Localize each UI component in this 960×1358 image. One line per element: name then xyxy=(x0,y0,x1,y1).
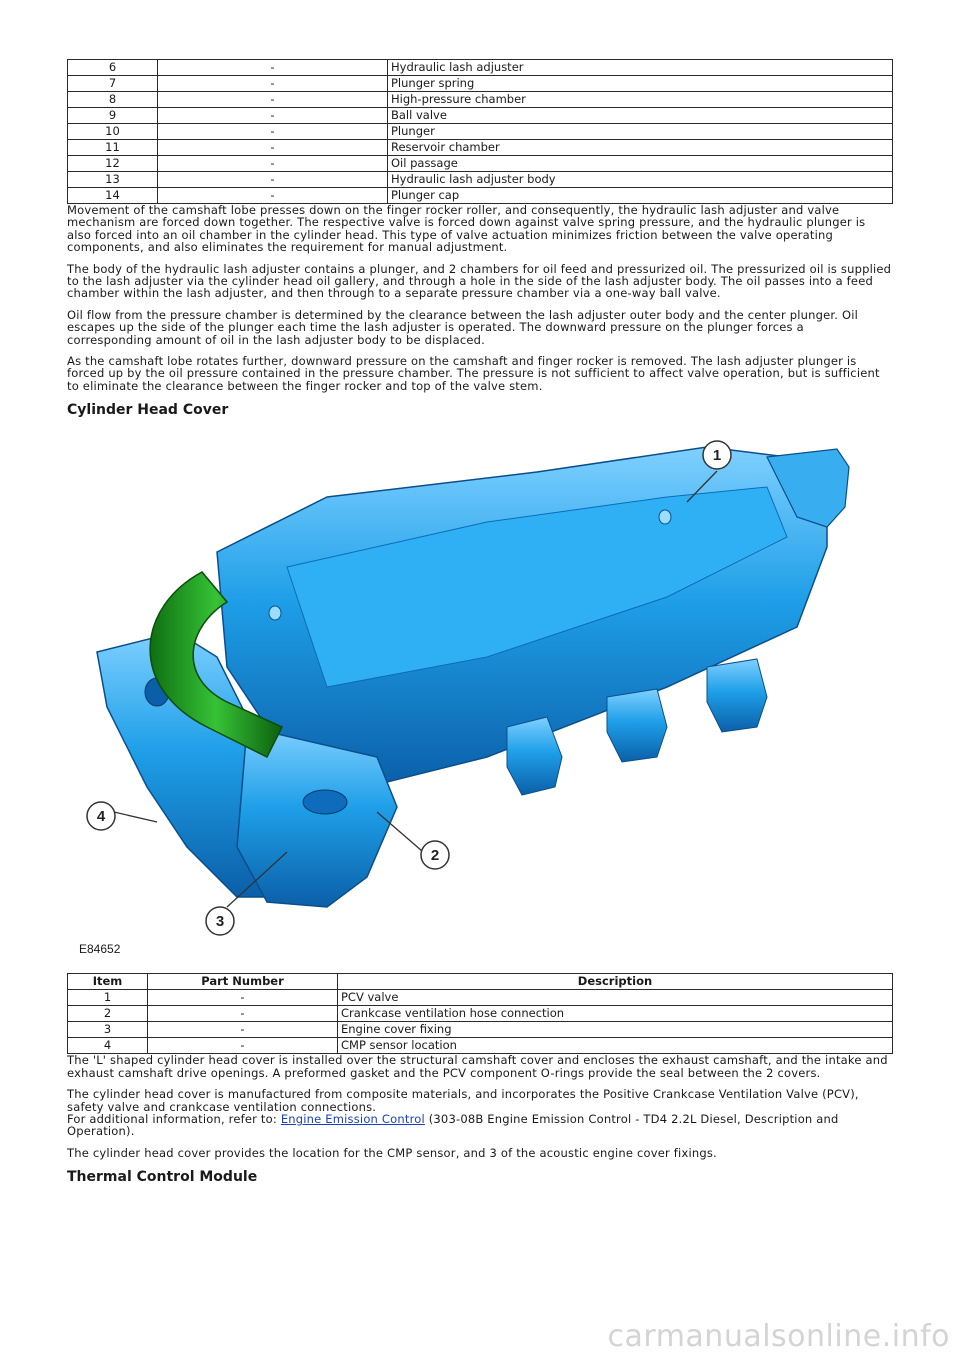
desc-cell: Engine cover fixing xyxy=(338,1022,893,1038)
body-paragraph: Movement of the camshaft lobe presses down on the finger rocker roller, and consequently, the hydraulic lash adjuster and valve mechanism are forced down together. The respective valve is forced down against valve spring pressure, and the hydraulic plunger is also forced into an oil chamber in the cylinder head. This type of valve actuation minimizes friction between the valve operating components, and also eliminates the requirement for manual adjustment. xyxy=(67,203,866,255)
table-row xyxy=(68,1038,893,1054)
cover-leg xyxy=(707,659,767,732)
desc-cell: High-pressure chamber xyxy=(388,92,893,108)
callout-label-4: 4 xyxy=(96,808,106,826)
table-row xyxy=(68,140,893,156)
header-description: Description xyxy=(338,974,893,990)
cylinder-head-cover-figure xyxy=(67,427,892,967)
part-cell: - xyxy=(158,140,388,156)
item-cell: 6 xyxy=(68,60,158,76)
part-cell: - xyxy=(148,1038,338,1054)
table-row xyxy=(68,108,893,124)
part-cell: - xyxy=(158,92,388,108)
body-paragraph: Oil flow from the pressure chamber is determined by the clearance between the lash adjuster outer body and the center plunger. Oil escapes up the side of the plunger each time the lash adjuster is operated. The downward pressure on the plunger forces a corresponding amount of oil in the lash adjuster body to be displaced. xyxy=(67,307,859,347)
table-row xyxy=(68,156,893,172)
item-cell: 9 xyxy=(68,108,158,124)
part-cell: - xyxy=(158,60,388,76)
table-row xyxy=(68,990,893,1006)
desc-cell: Plunger cap xyxy=(388,188,893,204)
header-item: Item xyxy=(68,974,148,990)
part-cell: - xyxy=(158,172,388,188)
part-cell: - xyxy=(148,990,338,1006)
item-cell: 3 xyxy=(68,1022,148,1038)
part-cell: - xyxy=(158,124,388,140)
part-cell: - xyxy=(158,76,388,92)
document-page xyxy=(67,59,892,1186)
reference-prefix: For additional information, refer to: xyxy=(67,1111,281,1126)
desc-cell: Crankcase ventilation hose connection xyxy=(338,1006,893,1022)
cover-parts-table xyxy=(67,973,893,1054)
part-cell: - xyxy=(158,156,388,172)
item-cell: 7 xyxy=(68,76,158,92)
cylinder-head-cover-illustration xyxy=(67,427,892,967)
body-paragraph: The body of the hydraulic lash adjuster contains a plunger, and 2 chambers for oil feed and pressurized oil. The pressurized oil is supplied to the lash adjuster via the cylinder head oil gallery, and through a hole in the side of the lash adjuster body. The oil passes into a feed chamber within the lash adjuster, and then through to a separate pressure chamber via a one-way ball valve. xyxy=(67,261,892,301)
part-cell: - xyxy=(158,188,388,204)
body-paragraph: As the camshaft lobe rotates further, downward pressure on the camshaft and finger rocker is removed. The lash adjuster plunger is forced up by the oil pressure contained in the pressure chamber. The pressure is not sufficient to affect valve operation, but is sufficient to eliminate the clearance between the finger rocker and top of the valve stem. xyxy=(67,354,880,393)
desc-cell: Plunger xyxy=(388,124,893,140)
item-cell: 11 xyxy=(68,140,158,156)
table-row xyxy=(68,76,893,92)
part-cell: - xyxy=(148,1022,338,1038)
item-cell: 10 xyxy=(68,124,158,140)
callout-label-3: 3 xyxy=(215,913,225,931)
part-cell: - xyxy=(148,1006,338,1022)
table-header-row xyxy=(68,974,893,990)
desc-cell: Reservoir chamber xyxy=(388,140,893,156)
callout-2 xyxy=(377,812,449,869)
part-cell: - xyxy=(158,108,388,124)
paragraph-text: The cylinder head cover is manufactured from composite materials, and incorporates the Positive Crankcase Ventilation Valve (PCV), safety valve and crankcase ventilation connections. xyxy=(67,1087,859,1114)
table-row xyxy=(68,1022,893,1038)
engine-emission-control-link[interactable]: Engine Emission Control xyxy=(280,1111,425,1126)
desc-cell: PCV valve xyxy=(338,990,893,1006)
desc-cell: Ball valve xyxy=(388,108,893,124)
item-cell: 2 xyxy=(68,1006,148,1022)
reference-suffix: (303-08B Engine Emission Control - TD4 2.2L Diesel, Description and Operation). xyxy=(67,1111,839,1139)
item-cell: 13 xyxy=(68,172,158,188)
table-row xyxy=(68,92,893,108)
table-row xyxy=(68,172,893,188)
callout-label-1: 1 xyxy=(712,447,722,465)
table-row xyxy=(68,124,893,140)
table-row xyxy=(68,1006,893,1022)
site-watermark: carmanualsonline.info xyxy=(607,1319,950,1354)
item-cell: 8 xyxy=(68,92,158,108)
item-cell: 14 xyxy=(68,188,158,204)
table-row xyxy=(68,60,893,76)
desc-cell: Hydraulic lash adjuster body xyxy=(388,172,893,188)
item-cell: 12 xyxy=(68,156,158,172)
table-row xyxy=(68,188,893,204)
body-paragraph: The cylinder head cover provides the location for the CMP sensor, and 3 of the acoustic engine cover fixings. xyxy=(67,1145,717,1160)
cover-leg xyxy=(607,689,667,762)
desc-cell: CMP sensor location xyxy=(338,1038,893,1054)
lash-adjuster-parts-table xyxy=(67,59,893,204)
desc-cell: Oil passage xyxy=(388,156,893,172)
section-heading-cylinder-head-cover: Cylinder Head Cover xyxy=(67,402,229,419)
header-part-number: Part Number xyxy=(148,974,338,990)
body-paragraph xyxy=(67,1088,892,1138)
callout-4 xyxy=(87,802,157,830)
item-cell: 4 xyxy=(68,1038,148,1054)
desc-cell: Plunger spring xyxy=(388,76,893,92)
figure-code: E84652 xyxy=(79,942,121,957)
callout-label-2: 2 xyxy=(430,847,440,865)
section-heading-thermal-control-module: Thermal Control Module xyxy=(67,1169,258,1186)
item-cell: 1 xyxy=(68,990,148,1006)
body-paragraph: The 'L' shaped cylinder head cover is installed over the structural camshaft cover and encloses the exhaust camshaft, and the intake and exhaust camshaft drive openings. A preformed gasket and the PCV component O-rings provide the seal between the 2 covers. xyxy=(67,1053,888,1080)
desc-cell: Hydraulic lash adjuster xyxy=(388,60,893,76)
